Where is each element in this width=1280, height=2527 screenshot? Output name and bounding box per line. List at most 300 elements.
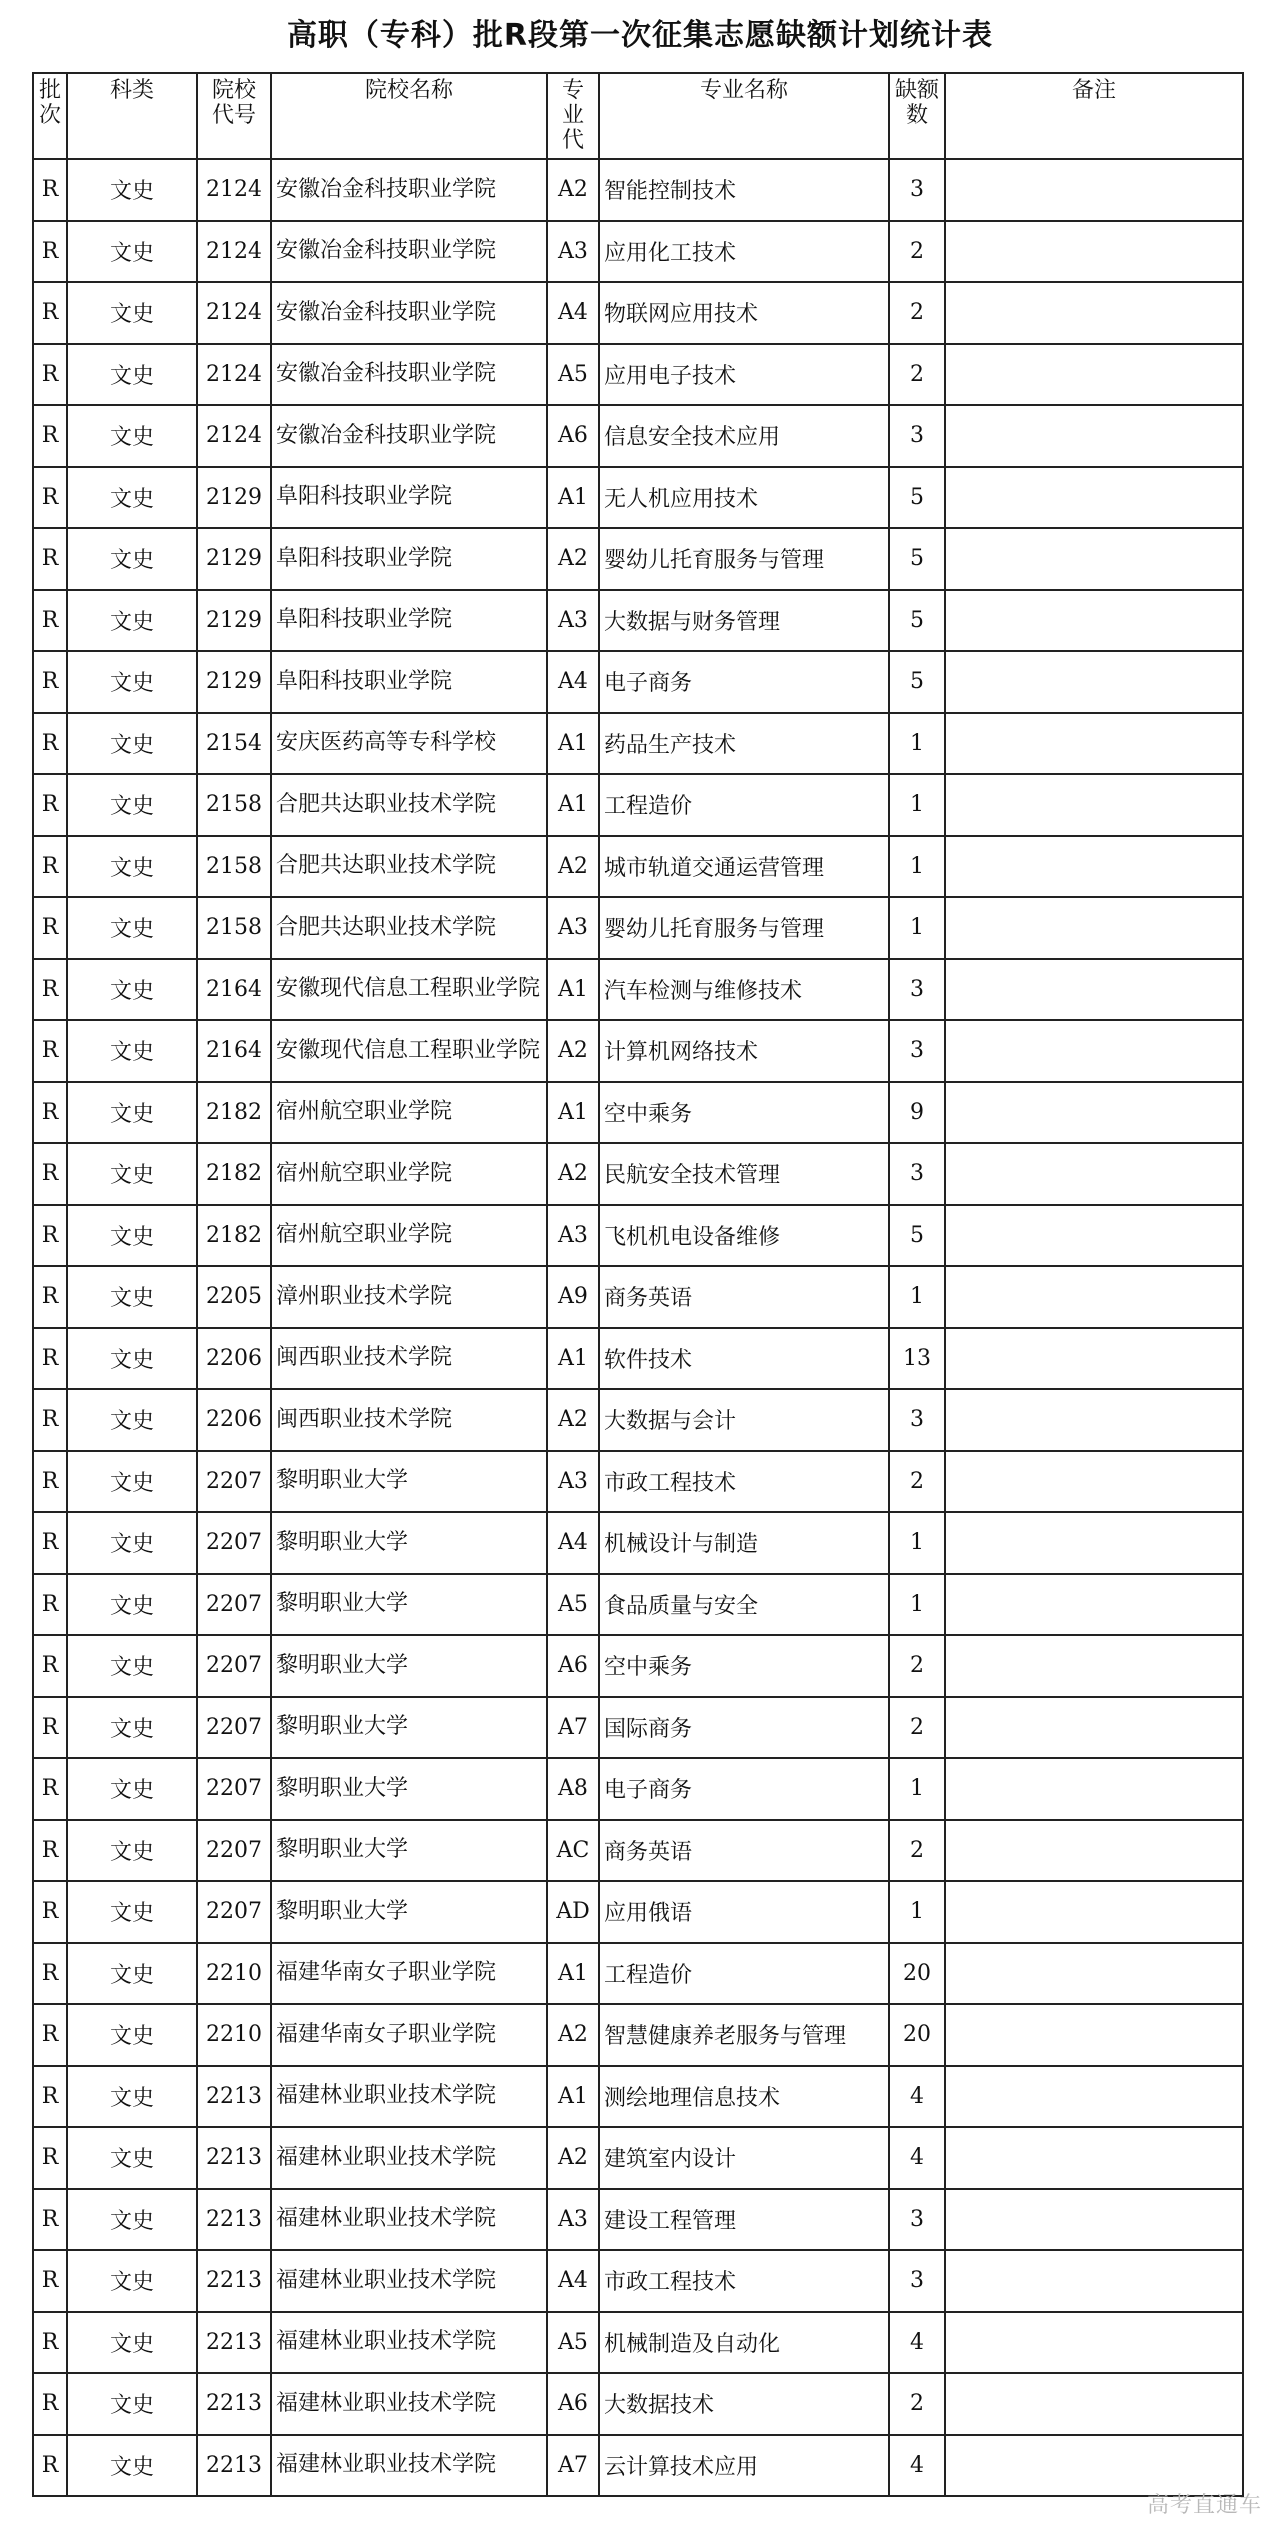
header-remarks: 备注 [945,73,1243,159]
table-row [33,1020,1243,1082]
cell-major-name: 食品质量与安全 [599,1574,889,1636]
cell-school-code: 2207 [197,1512,271,1574]
cell-school-name: 黎明职业大学 [271,1574,547,1636]
cell-school-name: 福建林业职业技术学院 [271,2127,547,2189]
cell-major-code: A1 [547,467,599,529]
cell-major-name: 信息安全技术应用 [599,405,889,467]
cell-major-name: 飞机机电设备维修 [599,1205,889,1267]
cell-quota: 5 [889,1205,945,1267]
cell-major-name: 工程造价 [599,1943,889,2005]
cell-batch: R [33,2189,67,2251]
cell-school-code: 2207 [197,1820,271,1882]
cell-school-code: 2213 [197,2189,271,2251]
cell-remarks [945,1143,1243,1205]
cell-school-code: 2124 [197,405,271,467]
cell-batch: R [33,221,67,283]
cell-category: 文史 [67,1389,197,1451]
cell-school-name: 安徽冶金科技职业学院 [271,405,547,467]
cell-school-code: 2213 [197,2250,271,2312]
cell-remarks [945,1020,1243,1082]
cell-category: 文史 [67,1020,197,1082]
table-row [33,1451,1243,1513]
cell-category: 文史 [67,2127,197,2189]
cell-school-code: 2158 [197,897,271,959]
cell-major-name: 国际商务 [599,1697,889,1759]
table-row [33,959,1243,1021]
cell-school-name: 福建林业职业技术学院 [271,2312,547,2374]
cell-major-name: 电子商务 [599,651,889,713]
cell-batch: R [33,1205,67,1267]
cell-remarks [945,1082,1243,1144]
cell-school-code: 2206 [197,1328,271,1390]
cell-remarks [945,713,1243,775]
cell-category: 文史 [67,774,197,836]
cell-school-name: 宿州航空职业学院 [271,1205,547,1267]
cell-major-code: A2 [547,2004,599,2066]
cell-batch: R [33,405,67,467]
cell-school-code: 2207 [197,1574,271,1636]
cell-major-name: 民航安全技术管理 [599,1143,889,1205]
cell-category: 文史 [67,1820,197,1882]
cell-category: 文史 [67,1943,197,2005]
cell-remarks [945,2189,1243,2251]
cell-category: 文史 [67,1143,197,1205]
cell-school-name: 福建林业职业技术学院 [271,2250,547,2312]
cell-school-name: 福建林业职业技术学院 [271,2189,547,2251]
cell-major-code: AC [547,1820,599,1882]
cell-batch: R [33,1758,67,1820]
cell-batch: R [33,2004,67,2066]
table-row [33,1512,1243,1574]
cell-category: 文史 [67,2066,197,2128]
cell-category: 文史 [67,2312,197,2374]
cell-major-name: 建设工程管理 [599,2189,889,2251]
cell-major-code: A2 [547,2127,599,2189]
table-row [33,713,1243,775]
cell-remarks [945,1943,1243,2005]
cell-school-code: 2129 [197,467,271,529]
cell-school-code: 2129 [197,651,271,713]
table-row [33,590,1243,652]
table-row [33,2127,1243,2189]
cell-major-name: 物联网应用技术 [599,282,889,344]
cell-major-code: A4 [547,1512,599,1574]
cell-school-name: 黎明职业大学 [271,1512,547,1574]
cell-major-code: A5 [547,2312,599,2374]
cell-major-name: 空中乘务 [599,1082,889,1144]
table-row [33,1389,1243,1451]
cell-category: 文史 [67,897,197,959]
cell-remarks [945,282,1243,344]
cell-batch: R [33,344,67,406]
header-category: 科类 [67,73,197,159]
table-row [33,1943,1243,2005]
table-row [33,159,1243,221]
cell-school-name: 宿州航空职业学院 [271,1143,547,1205]
cell-remarks [945,1266,1243,1328]
cell-batch: R [33,836,67,898]
cell-major-name: 机械设计与制造 [599,1512,889,1574]
cell-major-code: A7 [547,2435,599,2497]
cell-remarks [945,2066,1243,2128]
table-row [33,282,1243,344]
header-school-code: 院校代号 [197,73,271,159]
cell-school-name: 黎明职业大学 [271,1451,547,1513]
cell-batch: R [33,2250,67,2312]
cell-quota: 3 [889,1143,945,1205]
cell-major-name: 商务英语 [599,1266,889,1328]
cell-quota: 1 [889,713,945,775]
cell-school-code: 2213 [197,2066,271,2128]
cell-batch: R [33,2127,67,2189]
cell-remarks [945,1451,1243,1513]
cell-school-code: 2206 [197,1389,271,1451]
header-major-code: 专业代 [547,73,599,159]
cell-batch: R [33,2312,67,2374]
cell-batch: R [33,1389,67,1451]
cell-major-name: 建筑室内设计 [599,2127,889,2189]
cell-major-code: A1 [547,1328,599,1390]
cell-major-name: 婴幼儿托育服务与管理 [599,528,889,590]
table-row [33,1758,1243,1820]
cell-remarks [945,897,1243,959]
cell-school-code: 2129 [197,528,271,590]
cell-quota: 3 [889,1020,945,1082]
cell-category: 文史 [67,1881,197,1943]
cell-major-code: A4 [547,2250,599,2312]
cell-major-code: A1 [547,1943,599,2005]
cell-category: 文史 [67,2189,197,2251]
cell-school-code: 2207 [197,1451,271,1513]
cell-school-name: 宿州航空职业学院 [271,1082,547,1144]
cell-major-name: 城市轨道交通运营管理 [599,836,889,898]
cell-major-code: A2 [547,836,599,898]
cell-school-name: 福建林业职业技术学院 [271,2435,547,2497]
cell-batch: R [33,1574,67,1636]
cell-major-code: A9 [547,1266,599,1328]
table-row [33,2189,1243,2251]
cell-major-code: A5 [547,344,599,406]
cell-batch: R [33,1143,67,1205]
header-major-name: 专业名称 [599,73,889,159]
cell-major-code: A7 [547,1697,599,1759]
cell-major-name: 商务英语 [599,1820,889,1882]
cell-quota: 4 [889,2435,945,2497]
cell-school-name: 安徽现代信息工程职业学院 [271,1020,547,1082]
cell-school-name: 阜阳科技职业学院 [271,590,547,652]
cell-batch: R [33,528,67,590]
cell-quota: 3 [889,959,945,1021]
table-row [33,2312,1243,2374]
cell-school-name: 福建华南女子职业学院 [271,2004,547,2066]
cell-category: 文史 [67,159,197,221]
cell-quota: 2 [889,1697,945,1759]
cell-quota: 2 [889,1451,945,1513]
cell-major-name: 大数据与财务管理 [599,590,889,652]
cell-school-name: 阜阳科技职业学院 [271,528,547,590]
cell-quota: 2 [889,221,945,283]
cell-school-code: 2164 [197,1020,271,1082]
cell-major-code: A3 [547,2189,599,2251]
header-batch: 批次 [33,73,67,159]
cell-quota: 1 [889,1758,945,1820]
header-school-name: 院校名称 [271,73,547,159]
cell-quota: 1 [889,1266,945,1328]
cell-remarks [945,2127,1243,2189]
cell-category: 文史 [67,282,197,344]
cell-remarks [945,2373,1243,2435]
cell-category: 文史 [67,959,197,1021]
table-row [33,528,1243,590]
table-row [33,1881,1243,1943]
table-row [33,2435,1243,2497]
cell-category: 文史 [67,344,197,406]
cell-remarks [945,1758,1243,1820]
table-row [33,1266,1243,1328]
cell-major-name: 药品生产技术 [599,713,889,775]
cell-batch: R [33,1451,67,1513]
cell-category: 文史 [67,467,197,529]
table-row [33,467,1243,529]
cell-major-code: A6 [547,1635,599,1697]
cell-batch: R [33,1881,67,1943]
table-header-row [33,73,1243,159]
cell-batch: R [33,1328,67,1390]
cell-school-code: 2154 [197,713,271,775]
cell-quota: 1 [889,1512,945,1574]
cell-school-code: 2210 [197,1943,271,2005]
cell-major-name: 云计算技术应用 [599,2435,889,2497]
cell-quota: 3 [889,2189,945,2251]
cell-school-code: 2158 [197,836,271,898]
cell-school-code: 2210 [197,2004,271,2066]
cell-school-code: 2213 [197,2373,271,2435]
cell-quota: 5 [889,467,945,529]
cell-category: 文史 [67,1697,197,1759]
cell-major-code: A1 [547,959,599,1021]
cell-category: 文史 [67,1451,197,1513]
cell-category: 文史 [67,2004,197,2066]
cell-remarks [945,2435,1243,2497]
watermark: 高考直通车 [1146,2493,1262,2518]
cell-school-code: 2213 [197,2312,271,2374]
cell-major-code: A3 [547,221,599,283]
cell-major-code: A1 [547,713,599,775]
cell-school-name: 闽西职业技术学院 [271,1389,547,1451]
cell-school-name: 黎明职业大学 [271,1697,547,1759]
cell-school-code: 2182 [197,1143,271,1205]
table-body [33,159,1243,2496]
cell-remarks [945,1328,1243,1390]
cell-category: 文史 [67,1266,197,1328]
cell-quota: 5 [889,590,945,652]
cell-category: 文史 [67,590,197,652]
cell-batch: R [33,1635,67,1697]
cell-school-code: 2129 [197,590,271,652]
cell-major-name: 智能控制技术 [599,159,889,221]
page-title: 高职（专科）批R段第一次征集志愿缺额计划统计表 [286,18,994,53]
cell-major-code: A2 [547,1389,599,1451]
cell-school-name: 黎明职业大学 [271,1635,547,1697]
cell-school-code: 2182 [197,1205,271,1267]
cell-major-code: A6 [547,405,599,467]
cell-remarks [945,344,1243,406]
cell-quota: 9 [889,1082,945,1144]
cell-school-code: 2213 [197,2127,271,2189]
cell-batch: R [33,2066,67,2128]
cell-remarks [945,2250,1243,2312]
cell-category: 文史 [67,2435,197,2497]
cell-major-name: 市政工程技术 [599,1451,889,1513]
cell-major-code: A8 [547,1758,599,1820]
cell-batch: R [33,159,67,221]
table-row [33,2250,1243,2312]
cell-remarks [945,959,1243,1021]
cell-major-name: 机械制造及自动化 [599,2312,889,2374]
cell-batch: R [33,897,67,959]
cell-major-name: 大数据技术 [599,2373,889,2435]
cell-major-name: 智慧健康养老服务与管理 [599,2004,889,2066]
table-row [33,405,1243,467]
cell-batch: R [33,1943,67,2005]
cell-batch: R [33,1820,67,1882]
cell-school-code: 2124 [197,282,271,344]
cell-category: 文史 [67,2373,197,2435]
header-quota: 缺额数 [889,73,945,159]
table-row [33,1697,1243,1759]
cell-school-name: 黎明职业大学 [271,1820,547,1882]
cell-quota: 20 [889,2004,945,2066]
cell-batch: R [33,2373,67,2435]
cell-school-code: 2182 [197,1082,271,1144]
cell-major-code: AD [547,1881,599,1943]
cell-category: 文史 [67,1512,197,1574]
cell-quota: 2 [889,2373,945,2435]
cell-quota: 2 [889,344,945,406]
cell-remarks [945,1389,1243,1451]
cell-major-name: 应用俄语 [599,1881,889,1943]
cell-school-code: 2124 [197,344,271,406]
cell-batch: R [33,467,67,529]
cell-quota: 20 [889,1943,945,2005]
cell-batch: R [33,713,67,775]
table-row [33,1205,1243,1267]
cell-school-name: 阜阳科技职业学院 [271,651,547,713]
cell-remarks [945,774,1243,836]
cell-remarks [945,159,1243,221]
cell-remarks [945,1574,1243,1636]
cell-school-name: 安徽现代信息工程职业学院 [271,959,547,1021]
cell-school-name: 福建林业职业技术学院 [271,2373,547,2435]
cell-major-code: A1 [547,2066,599,2128]
cell-batch: R [33,590,67,652]
cell-quota: 3 [889,159,945,221]
cell-major-name: 电子商务 [599,1758,889,1820]
cell-category: 文史 [67,836,197,898]
cell-school-name: 安徽冶金科技职业学院 [271,221,547,283]
cell-major-code: A1 [547,1082,599,1144]
cell-remarks [945,221,1243,283]
cell-batch: R [33,651,67,713]
cell-remarks [945,1881,1243,1943]
cell-major-name: 测绘地理信息技术 [599,2066,889,2128]
cell-school-name: 福建华南女子职业学院 [271,1943,547,2005]
cell-major-code: A6 [547,2373,599,2435]
cell-school-code: 2207 [197,1635,271,1697]
cell-major-code: A3 [547,1205,599,1267]
cell-major-name: 汽车检测与维修技术 [599,959,889,1021]
cell-remarks [945,528,1243,590]
table-row [33,1082,1243,1144]
table-row [33,1143,1243,1205]
cell-major-code: A3 [547,897,599,959]
cell-category: 文史 [67,1328,197,1390]
cell-batch: R [33,1512,67,1574]
cell-major-code: A1 [547,774,599,836]
cell-batch: R [33,2435,67,2497]
cell-major-code: A3 [547,1451,599,1513]
cell-remarks [945,1820,1243,1882]
cell-school-code: 2207 [197,1881,271,1943]
cell-quota: 2 [889,282,945,344]
cell-remarks [945,2312,1243,2374]
cell-batch: R [33,774,67,836]
cell-remarks [945,405,1243,467]
cell-school-code: 2158 [197,774,271,836]
cell-school-code: 2124 [197,159,271,221]
cell-school-name: 黎明职业大学 [271,1881,547,1943]
cell-school-name: 闽西职业技术学院 [271,1328,547,1390]
cell-school-code: 2207 [197,1697,271,1759]
cell-remarks [945,651,1243,713]
cell-category: 文史 [67,1758,197,1820]
cell-major-code: A4 [547,282,599,344]
cell-school-name: 安徽冶金科技职业学院 [271,159,547,221]
cell-school-code: 2205 [197,1266,271,1328]
table-row [33,221,1243,283]
cell-major-name: 计算机网络技术 [599,1020,889,1082]
table-row [33,774,1243,836]
cell-batch: R [33,1697,67,1759]
cell-quota: 4 [889,2066,945,2128]
table-row [33,836,1243,898]
cell-major-code: A2 [547,528,599,590]
table-row [33,2066,1243,2128]
cell-category: 文史 [67,1205,197,1267]
cell-school-name: 漳州职业技术学院 [271,1266,547,1328]
table-row [33,2373,1243,2435]
cell-major-name: 无人机应用技术 [599,467,889,529]
quota-table [32,72,1244,2497]
cell-batch: R [33,1020,67,1082]
cell-quota: 1 [889,1881,945,1943]
cell-remarks [945,2004,1243,2066]
cell-quota: 4 [889,2127,945,2189]
cell-remarks [945,467,1243,529]
cell-school-name: 阜阳科技职业学院 [271,467,547,529]
cell-quota: 1 [889,774,945,836]
cell-batch: R [33,1082,67,1144]
cell-category: 文史 [67,221,197,283]
cell-remarks [945,1635,1243,1697]
cell-school-code: 2207 [197,1758,271,1820]
cell-quota: 3 [889,2250,945,2312]
cell-school-name: 合肥共达职业技术学院 [271,774,547,836]
cell-quota: 3 [889,1389,945,1451]
cell-school-name: 黎明职业大学 [271,1758,547,1820]
cell-major-name: 婴幼儿托育服务与管理 [599,897,889,959]
table-row [33,897,1243,959]
